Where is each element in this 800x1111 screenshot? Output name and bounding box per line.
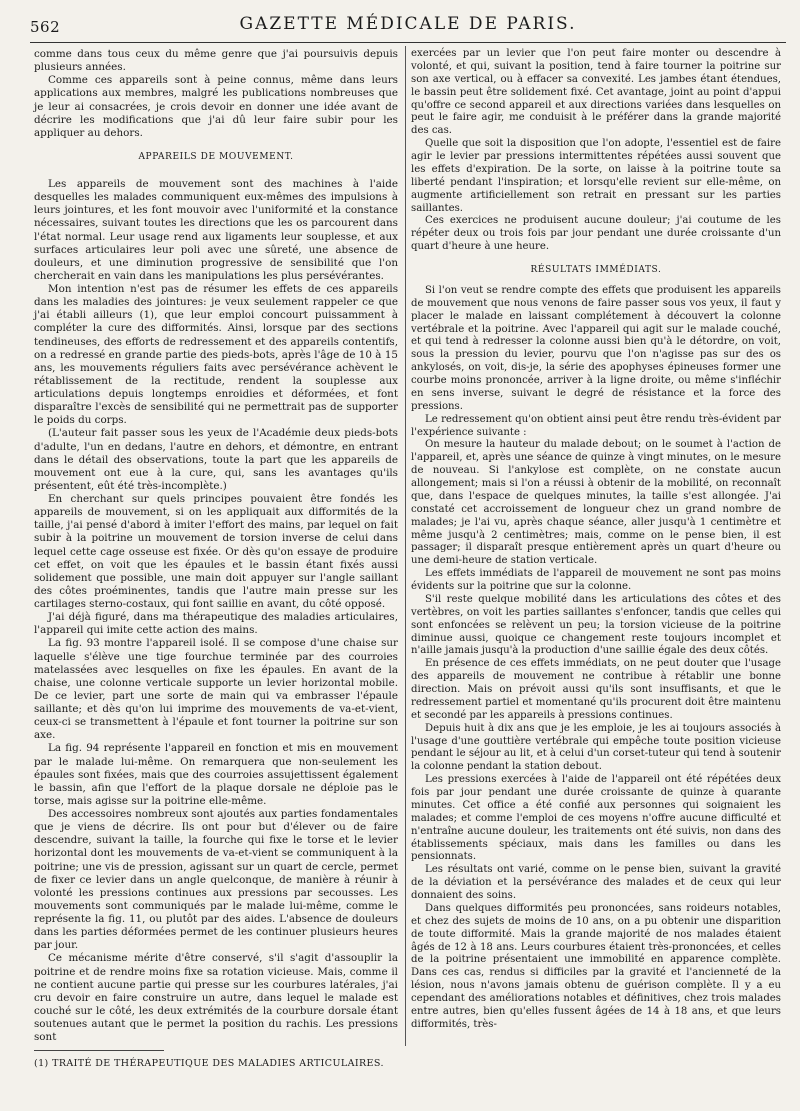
paragraph: La fig. 93 montre l'appareil isolé. Il se compose d'une chaise sur laquelle s'élève une tige fourchue terminée par des courroies matelassées avec lesquelles on fixe les épaules. En avant de la chaise, une colonne verticale supporte un levier horizontal mobile. De ce levier, part une sorte de main qui va embrasser l'épaule saillante; et dès qu'on lui imprime des mouvements de va-et-vient, ceux-ci se transmettent à l'épaule et font tourner la poitrine sur son axe. [34, 637, 398, 742]
paragraph: On mesure la hauteur du malade debout; on le soumet à l'action de l'appareil, et, après une séance de quinze à vingt minutes, on le mesure de nouveau. Si l'ankylose est complète, on ne constate aucun allongement; mais si l'on a réussi à obtenir de la mobilité, on reconnaît que, dans l'espace de quelques minutes, la taille s'est allongée. J'ai constaté cet accroissement de longueur chez un grand nombre de malades; je l'ai vu, après chaque séance, aller jusqu'à 1 centimètre et même jusqu'à 2 centimètres; mais, comme on le pense bien, il est passager; il disparaît presque entièrement après un quart d'heure ou une demi-heure de station verticale. [411, 439, 781, 567]
paragraph: (L'auteur fait passer sous les yeux de l'Académie deux pieds-bots d'adulte, l'un en dedans, l'autre en dehors, et démontre, en entrant dans le détail des observations, toute la part que les appareils de mouvement ont eue à la cure, qui, sans les avantages qu'ils présentent, eût été très-incomplète.) [34, 427, 398, 492]
page-header [30, 6, 786, 36]
paragraph: En cherchant sur quels principes pouvaient être fondés les appareils de mouvement, si on les appliquait aux difformités de la taille, j'ai pensé d'abord à imiter l'effort des mains, par lequel on fait subir à la poitrine un mouvement de torsion inverse de celui dans lequel cette cage osseuse est fixée. Or dès qu'on essaye de produire cet effet, on voit que les épaules et le bassin étant fixés aussi solidement que possible, une main doit appuyer sur l'angle saillant des côtes proéminentes, tandis que l'autre main presse sur les cartilages sterno-costaux, qui font saillie en avant, du côté opposé. [34, 493, 398, 610]
paragraph: S'il reste quelque mobilité dans les articulations des côtes et des vertèbres, on voit les parties saillantes s'enfoncer, tandis que celles qui sont enfoncées se relèvent un peu; la torsion vicieuse de la poitrine diminue aussi, quoique ce changement reste toujours incomplet et n'aille jamais jusqu'à la production d'une saillie égale des deux côtés. [411, 593, 781, 657]
paragraph: Les résultats ont varié, comme on le pense bien, suivant la gravité de la déviation et la persévérance des malades et de ceux qui leur donnaient des soins. [411, 864, 781, 901]
paragraph: La fig. 94 représente l'appareil en fonction et mis en mouvement par le malade lui-même. On remarquera que non-seulement les épaules sont fixées, mais que des courroies assujettissent également le bassin, afin que l'effort de la plaque dorsale ne déploie pas le torse, mais agisse sur la poitrine elle-même. [34, 742, 398, 807]
paragraph: Dans quelques difformités peu prononcées, sans roideurs notables, et chez des sujets de moins de 10 ans, on a pu obtenir une disparition de toute difformité. Mais la grande majorité de nos malades étaient âgés de 12 à 18 ans. Leurs courbures étaient très-prononcées, et celles de la poitrine présentaient une immobilité en apparence complète. Dans ces cas, rendus si difficiles par la gravité et l'ancienneté de la lésion, nous n'avons jamais obtenu de guérison complète. Il y a eu cependant des améliorations notables et définitives, chez trois malades entre autres, bien qu'elles fussent âgées de 14 à 18 ans, et que leurs difformités, très- [411, 902, 781, 1030]
page-number: 562 [30, 18, 61, 36]
paragraph: Le redressement qu'on obtient ainsi peut être rendu très-évident par l'expérience suivante : [411, 413, 781, 438]
paragraph: Quelle que soit la disposition que l'on adopte, l'essentiel est de faire agir le levier par pressions intermittentes répétées aussi souvent que les effets d'expiration. De la sorte, on laisse à la poitrine toute sa liberté pendant l'inspiration; et lorsqu'elle revient sur elle-même, on augmente artificiellement son retrait en pressant sur les parties saillantes. [411, 138, 781, 214]
column-divider [405, 46, 406, 1046]
paragraph: Des accessoires nombreux sont ajoutés aux parties fondamentales que je viens de décrire. Ils ont pour but d'élever ou de faire descendre, suivant la taille, la fourche qui fixe le torse et le levier horizontal dont les mouvements de va-et-vient se communiquent à la poitrine; une vis de pression, agissant sur un quart de cercle, permet de fixer ce levier dans un angle quelconque, de manière à réunir à volonté les pressions continues aux pressions par secousses. Les mouvements sont communiqués par le malade lui-même, comme le représente la fig. 11, ou plutôt par des aides. L'absence de douleurs dans les parties déformées permet de les continuer plusieurs heures par jour. [34, 808, 398, 952]
section-heading: RÉSULTATS IMMÉDIATS. [530, 265, 662, 275]
paragraph: Comme ces appareils sont à peine connus, même dans leurs applications aux membres, malgré les publications nombreuses que je leur ai consacrées, je crois devoir en donner une idée avant de décrire les modifications que j'ai dû leur faire subir pour les appliquer au dehors. [34, 74, 398, 139]
paragraph: comme dans tous ceux du même genre que j'ai poursuivis depuis plusieurs années. [34, 48, 398, 74]
paragraph: J'ai déjà figuré, dans ma thérapeutique des maladies articulaires, l'appareil qui imite cette action des mains. [34, 611, 398, 637]
paragraph: Depuis huit à dix ans que je les emploie, je les ai toujours associés à l'usage d'une gouttière vertébrale qui empêche toute position vicieuse pendant le séjour au lit, et à celui d'un corset-tuteur qui tend à soutenir la colonne pendant la station debout. [411, 722, 781, 773]
paragraph: Si l'on veut se rendre compte des effets que produisent les appareils de mouvement que nous venons de faire passer sous vos yeux, il faut y placer le malade en laissant complétement à découvert la colonne vertébrale et la poitrine. Avec l'appareil qui agit sur le malade couché, et qui tend à redresser la colonne aussi bien qu'à le détordre, on voit, sous la pression du levier, pourvu que l'on n'agisse pas sur des os ankylosés, on voit, dis-je, la série des apophyses épineuses former une courbe moins prononcée, arriver à la ligne droite, ou même s'infléchir en sens inverse, suivant le degré de résistance et la force des pressions. [411, 284, 781, 412]
paragraph: exercées par un levier que l'on peut faire monter ou descendre à volonté, et qui, suivant la position, tend à faire tourner la poitrine sur son axe vertical, ou à effacer sa convexité. Les jambes étant étendues, le bassin peut être solidement fixé. Cet avantage, joint au point d'appui qu'offre ce second appareil et aux directions variées dans lesquelles on peut le faire agir, me conduisit à le préférer dans la grande majorité des cas. [411, 48, 781, 137]
section-heading: APPAREILS DE MOUVEMENT. [138, 151, 294, 162]
paragraph: Mon intention n'est pas de résumer les effets de ces appareils dans les maladies des jointures: je veux seulement rappeler ce que j'ai établi ailleurs (1), que leur emploi concourt puissamment à compléter la cure des difformités. Ainsi, lorsque par des sections tendineuses, des efforts de redressement et des appareils contentifs, on a redressé en grande partie des pieds-bots, après l'âge de 10 à 15 ans, les mouvements réguliers faits avec persévérance achèvent le rétablissement de la rectitude, rendent la souplesse aux articulations depuis longtemps enroidies et déformées, et font disparaître l'excès de sensibilité qui ne permettrait pas de supporter le poids du corps. [34, 283, 398, 427]
journal-title: GAZETTE MÉDICALE DE PARIS. [239, 14, 577, 34]
paragraph: Les appareils de mouvement sont des machines à l'aide desquelles les malades communiquent eux-mêmes des impulsions à leurs jointures, et les font mouvoir avec l'uniformité et la constance nécessaires, suivant toutes les directions que les os parcourent dans l'état normal. Leur usage rend aux ligaments leur souplesse, et aux surfaces articulaires leur poli avec une sûreté, une absence de douleurs, et une diminution progressive de sensibilité que l'on chercherait en vain dans les manipulations les plus persévérantes. [34, 178, 398, 282]
paragraph: En présence de ces effets immédiats, on ne peut douter que l'usage des appareils de mouvement ne contribue à rétablir une bonne direction. Mais on prévoit aussi qu'ils sont insuffisants, et que le redressement partiel et momentané qu'ils procurent doit être maintenu et secondé par les appareils à pressions continues. [411, 658, 781, 721]
paragraph: Ce mécanisme mérite d'être conservé, s'il s'agit d'assouplir la poitrine et de rendre moins fixe sa rotation vicieuse. Mais, comme il ne contient aucune partie qui presse sur les courbures latérales, j'ai cru devoir en faire construire un autre, dans lequel le malade est couché sur le côté, les deux extrémités de la courbure dorsale étant soutenues autant que le permet la position du rachis. Les pressions sont [34, 952, 398, 1044]
footnote-rule [34, 1050, 164, 1051]
header-rule [30, 42, 786, 43]
right-column [411, 48, 781, 1032]
footnote: (1) TRAITÉ DE THÉRAPEUTIQUE DES MALADIES ARTICULAIRES. [34, 1058, 384, 1069]
paragraph: Les effets immédiats de l'appareil de mouvement ne sont pas moins évidents sur la poitrine que sur la colonne. [411, 568, 781, 592]
paragraph: Les pressions exercées à l'aide de l'appareil ont été répétées deux fois par jour pendant une durée croissante de quinze à quarante minutes. Cet office a été confié aux personnes qui soignaient les malades; et comme l'emploi de ces moyens n'offre aucune difficulté et n'entraîne aucune douleur, les traitements ont été suivis, non dans des établissements spéciaux, mais dans les familles ou dans les pensionnats. [411, 774, 781, 863]
left-column [34, 48, 398, 1044]
paragraph: Ces exercices ne produisent aucune douleur; j'ai coutume de les répéter deux ou trois fois par jour pendant une durée croissante d'un quart d'heure à une heure. [411, 215, 781, 253]
